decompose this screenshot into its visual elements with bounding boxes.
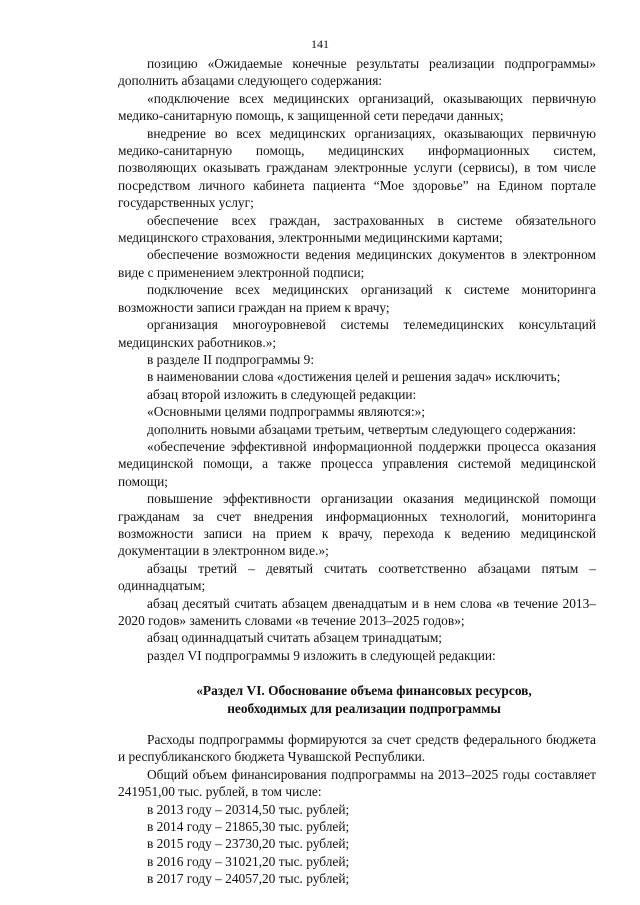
paragraph: обеспечение всех граждан, застрахованных в системе обязательного медицинского страхования, электронными медицинскими картами;	[118, 212, 596, 246]
section-heading-line-1: «Раздел VI. Обоснование объема финансовых ресурсов,	[196, 683, 532, 699]
document-body	[118, 55, 596, 888]
paragraph: повышение эффективности организации оказания медицинской помощи гражданам за счет внедрения информационных технологий, мониторинга возможности записи на прием к врачу, перехода к ведению медицинской документации в электронном виде.»;	[118, 491, 596, 559]
paragraph: абзац одиннадцатый считать абзацем тринадцатым;	[147, 630, 443, 646]
paragraph: Расходы подпрограммы формируются за счет средств федерального бюджета и республиканского бюджета Чувашской Республики.	[118, 732, 596, 765]
paragraph: организация многоуровневой системы телемедицинских консультаций медицинских работников.»;	[118, 317, 596, 350]
paragraph: абзацы третий – девятый считать соответственно абзацами пятым – одиннадцатым;	[118, 560, 596, 594]
funding-year-item: в 2016 году – 31021,20 тыс. рублей;	[147, 853, 350, 869]
paragraph: позицию «Ожидаемые конечные результаты реализации подпрограммы» дополнить абзацами следующего содержания:	[118, 56, 596, 89]
paragraph: подключение всех медицинских организаций к системе мониторинга возможности записи граждан на прием к врачу;	[118, 282, 596, 315]
paragraph: обеспечение возможности ведения медицинских документов в электронном виде с применением электронной подписи;	[118, 247, 596, 280]
paragraph: абзац десятый считать абзацем двенадцатым и в нем слова «в течение 2013–2020 годов» заменить словами «в течение 2013–2025 годов»;	[118, 595, 596, 628]
paragraph: внедрение во всех медицинских организациях, оказывающих первичную медико-санитарную помощь, медицинских информационных систем, позволяющих оказывать гражданам электронные услуги (сервисы), в том числе посредством личного кабинета пациента “Мое здоровье” на Едином портале государственных услуг;	[118, 125, 596, 211]
paragraph: «обеспечение эффективной информационной поддержки процесса оказания медицинской помощи, а также процесса управления системой медицинской помощи;	[118, 438, 596, 489]
paragraph: в наименовании слова «достижения целей и решения задач» исключить;	[147, 369, 561, 385]
paragraph: «подключение всех медицинских организаций, оказывающих первичную медико-санитарную помощь, к защищенной сети передачи данных;	[118, 90, 596, 124]
paragraph: Общий объем финансирования подпрограммы на 2013–2025 годы составляет 241951,00 тыс. рублей, в том числе:	[118, 766, 596, 800]
funding-year-item: в 2015 году – 23730,20 тыс. рублей;	[147, 836, 350, 852]
funding-year-item: в 2014 году – 21865,30 тыс. рублей;	[147, 819, 350, 835]
paragraph: абзац второй изложить в следующей редакции:	[147, 386, 417, 402]
paragraph: «Основными целями подпрограммы являются:»;	[147, 404, 426, 420]
funding-year-item: в 2017 году – 24057,20 тыс. рублей;	[147, 871, 350, 887]
paragraph: дополнить новыми абзацами третьим, четвертым следующего содержания:	[147, 421, 577, 437]
section-heading-line-2: необходимых для реализации подпрограммы	[227, 700, 501, 716]
page-number: 141	[311, 37, 329, 51]
funding-year-item: в 2013 году – 20314,50 тыс. рублей;	[147, 801, 350, 817]
paragraph: в разделе II подпрограммы 9:	[147, 351, 315, 367]
paragraph: раздел VI подпрограммы 9 изложить в следующей редакции:	[147, 647, 496, 663]
